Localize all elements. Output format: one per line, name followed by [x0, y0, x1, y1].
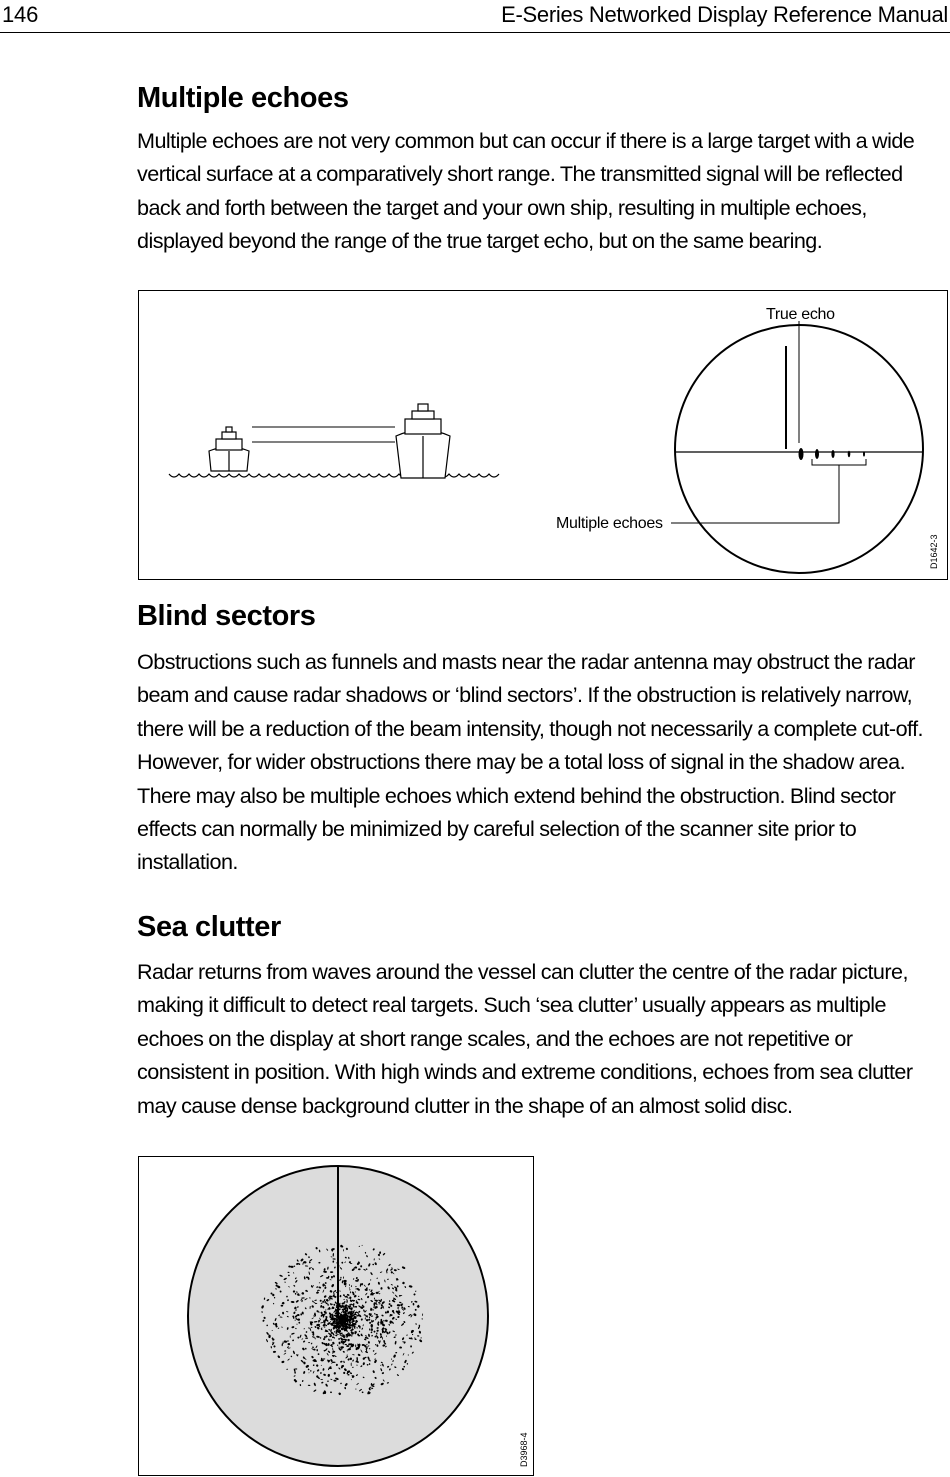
- echo-blip-2: [815, 449, 819, 459]
- clutter-speck: [270, 1293, 272, 1295]
- multiple-echoes-heading: Multiple echoes: [137, 82, 349, 114]
- true-echo-label: True echo: [766, 306, 835, 323]
- blind-sectors-paragraph: Obstructions such as funnels and masts near the radar antenna may obstruct the radar beam and cause radar shadows or ‘blind sectors’. If the obstruction is relatively narrow, there will be a reduction of the beam intensity, though not necessarily a complete cut-off. However, for wider obstructions there may be a total loss of signal in the shadow area. There may also be multiple echoes which extend behind the obstruction. Blind sector effects can normally be minimized by careful selection of the scanner site prior to installation.: [137, 649, 923, 875]
- radar-display: [671, 321, 923, 573]
- sea-clutter-diagram: [139, 1157, 533, 1475]
- clutter-speck: [355, 1344, 356, 1347]
- clutter-speck: [295, 1320, 296, 1321]
- clutter-speck: [268, 1335, 270, 1339]
- clutter-speck: [340, 1295, 341, 1297]
- own-ship-icon: [209, 427, 249, 471]
- clutter-speck: [295, 1368, 297, 1369]
- multiple-echoes-diagram: [139, 291, 947, 579]
- sea-clutter-heading: Sea clutter: [137, 911, 281, 943]
- echo-blip-4: [848, 451, 851, 457]
- sea-clutter-paragraph: Radar returns from waves around the vessel can clutter the centre of the radar picture, making it difficult to detect real targets. Such ‘sea clutter’ usually appears as multiple echoes on the display at short range scales, and the echoes are not repetitive or consistent in position. With high winds and extreme conditions, echoes from sea clutter may cause dense background clutter in the shape of an almost solid disc.: [137, 959, 913, 1118]
- figure-id: D1642-3: [929, 534, 939, 569]
- clutter-speck: [300, 1313, 302, 1315]
- clutter-speck: [351, 1362, 352, 1366]
- clutter-speck: [332, 1362, 336, 1363]
- page-header: [0, 0, 950, 33]
- true-echo-blip: [799, 448, 804, 460]
- clutter-speck: [332, 1351, 335, 1353]
- clutter-figure-id: D3968-4: [519, 1432, 529, 1467]
- clutter-speck: [318, 1262, 320, 1264]
- running-title: E-Series Networked Display Reference Manual: [501, 2, 948, 27]
- page-number: 146: [2, 2, 39, 27]
- multiple-echoes-figure: [138, 290, 948, 580]
- sea-clutter-figure: [138, 1156, 534, 1476]
- multiple-echoes-label: Multiple echoes: [556, 515, 663, 532]
- target-ship-icon: [396, 404, 450, 478]
- echo-blip-5: [863, 451, 865, 456]
- echo-blip-3: [831, 450, 834, 458]
- sea-waves: [169, 474, 499, 477]
- multiple-echoes-paragraph: Multiple echoes are not very common but can occur if there is a large target with a wide vertical surface at a comparatively short range. The transmitted signal will be reflected back and forth between the target and your own ship, resulting in multiple echoes, displayed beyond the range of the true target echo, but on the same bearing.: [137, 128, 915, 254]
- blind-sectors-heading: Blind sectors: [137, 600, 316, 632]
